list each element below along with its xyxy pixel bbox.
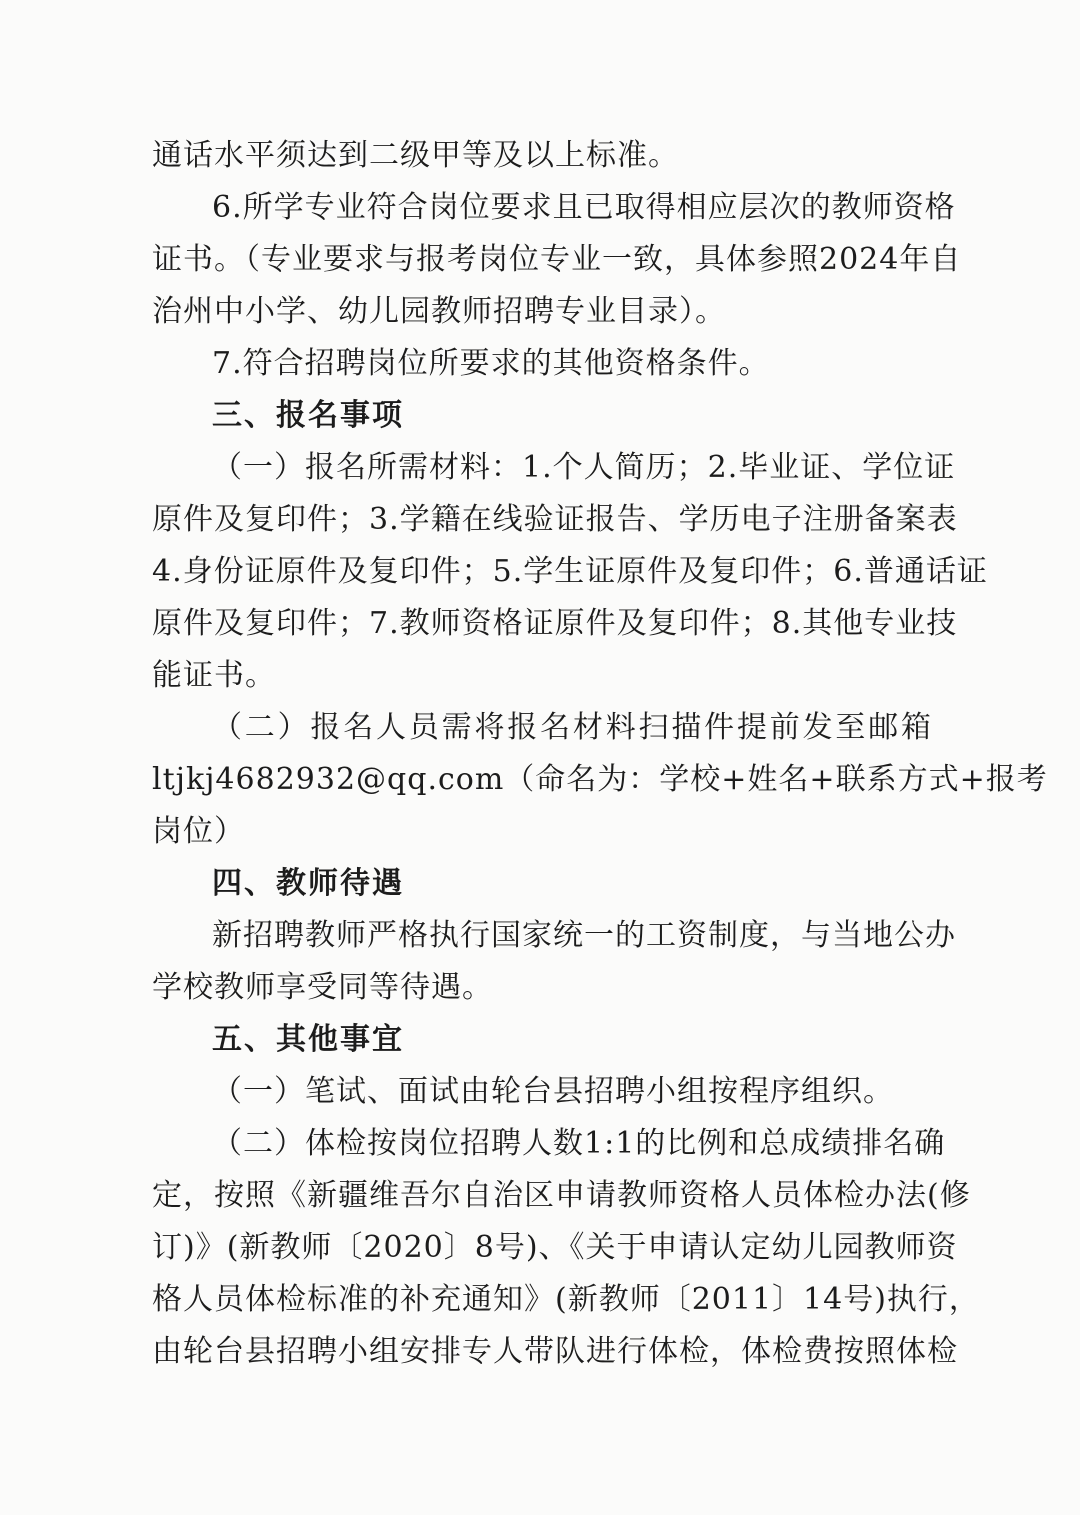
- text-line-23: 格人员体检标准的补充通知》(新教师〔2011〕14号)执行，: [152, 1282, 980, 1317]
- section-heading-5: 五、其他事宜: [212, 1022, 404, 1057]
- text-line-4: 治州中小学、幼儿园教师招聘专业目录）。: [152, 294, 726, 329]
- text-line-9: 4.身份证原件及复印件；5.学生证原件及复印件；6.普通话证: [152, 554, 988, 589]
- text-line-19: （一）笔试、面试由轮台县招聘小组按程序组织。: [212, 1074, 894, 1109]
- text-line-10: 原件及复印件；7.教师资格证原件及复印件；8.其他专业技: [152, 606, 958, 641]
- text-line-11: 能证书。: [152, 658, 276, 693]
- text-line-2: 6.所学专业符合岗位要求且已取得相应层次的教师资格: [212, 190, 956, 225]
- text-line-1: 通话水平须达到二级甲等及以上标准。: [152, 138, 679, 173]
- text-line-12: （二）报名人员需将报名材料扫描件提前发至邮箱: [212, 710, 932, 745]
- section-heading-3: 三、报名事项: [212, 398, 404, 433]
- text-line-14: 岗位）: [152, 814, 245, 849]
- text-line-7: （一）报名所需材料：1.个人简历；2.毕业证、学位证: [212, 450, 956, 485]
- text-line-16: 新招聘教师严格执行国家统一的工资制度，与当地公办: [212, 918, 956, 953]
- email-line: ltjkj4682932@qq.com（命名为：学校+姓名+联系方式+报考: [152, 762, 1048, 797]
- section-heading-4: 四、教师待遇: [212, 866, 404, 901]
- text-line-17: 学校教师享受同等待遇。: [152, 970, 493, 1005]
- text-line-22: 订)》(新教师〔2020〕8号)、《关于申请认定幼儿园教师资: [152, 1230, 958, 1265]
- text-line-20: （二）体检按岗位招聘人数1:1的比例和总成绩排名确: [212, 1126, 946, 1161]
- text-line-8: 原件及复印件；3.学籍在线验证报告、学历电子注册备案表: [152, 502, 958, 537]
- text-line-24: 由轮台县招聘小组安排专人带队进行体检，体检费按照体检: [152, 1334, 958, 1369]
- text-line-5: 7.符合招聘岗位所要求的其他资格条件。: [212, 346, 770, 381]
- text-line-21: 定，按照《新疆维吾尔自治区申请教师资格人员体检办法(修: [152, 1178, 971, 1213]
- text-line-3: 证书。（专业要求与报考岗位专业一致，具体参照2024年自: [152, 242, 962, 277]
